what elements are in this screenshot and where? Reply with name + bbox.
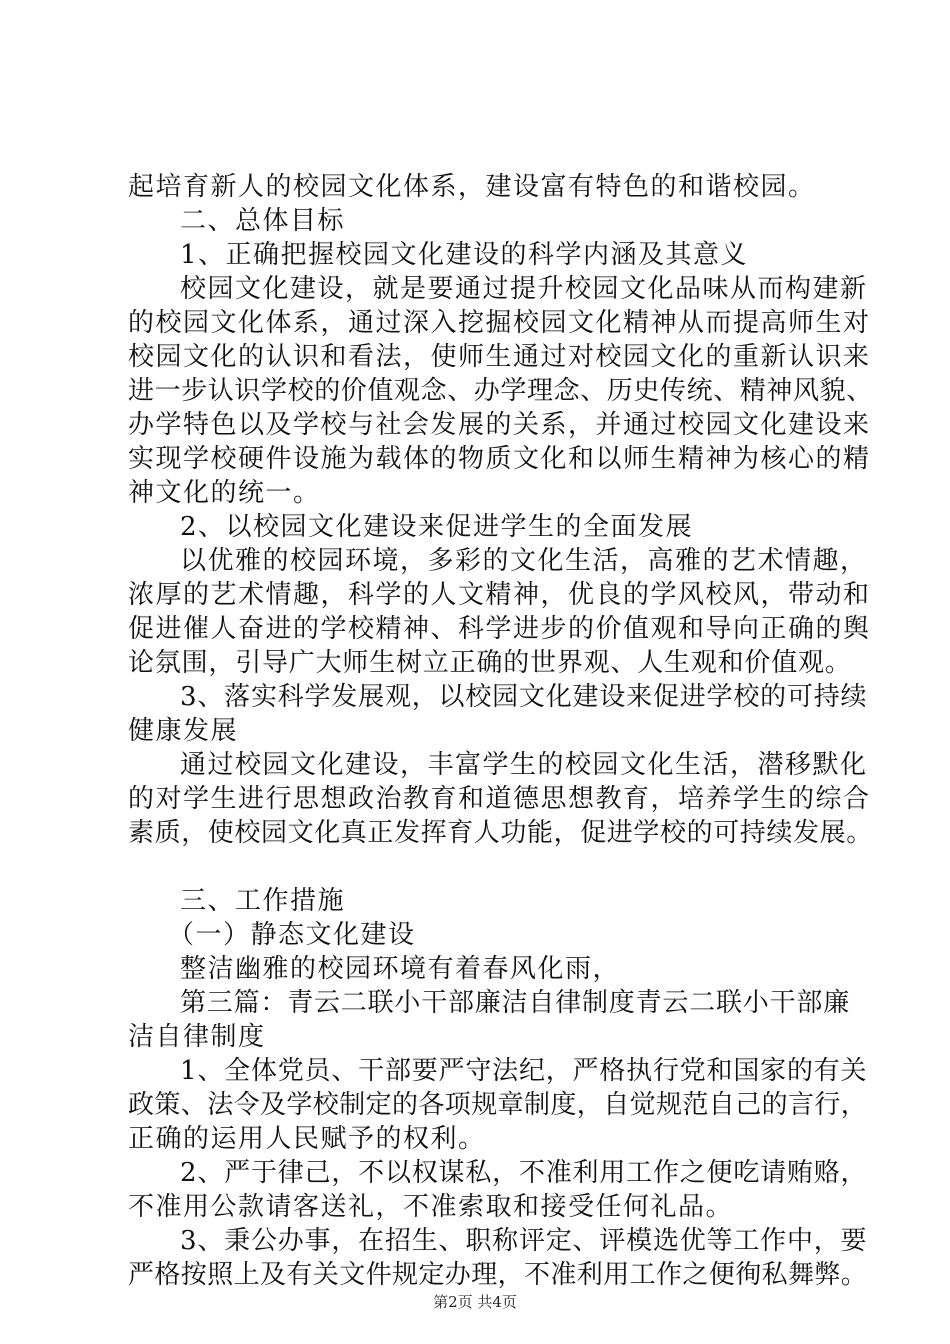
paragraph-line: 素质，使校园文化真正发挥育人功能，促进学校的可持续发展。 bbox=[128, 818, 873, 848]
chapter-title: 洁自律制度 bbox=[128, 1022, 266, 1052]
subsection-heading: 1、正确把握校园文化建设的科学内涵及其意义 bbox=[180, 240, 749, 270]
paragraph-line: 起培育新人的校园文化体系，建设富有特色的和谐校园。 bbox=[128, 172, 816, 202]
paragraph-line: 3、秉公办事，在招生、职称评定、评模选优等工作中，要 bbox=[180, 1226, 868, 1256]
subsection-heading: 2、以校园文化建设来促进学生的全面发展 bbox=[180, 512, 694, 542]
subsection-heading: （一）静态文化建设 bbox=[168, 920, 416, 950]
paragraph-line: 正确的运用人民赋予的权利。 bbox=[128, 1124, 486, 1154]
paragraph-line: 2、严于律己，不以权谋私，不准利用工作之便吃请贿赂， bbox=[180, 1158, 868, 1188]
paragraph-line: 进一步认识学校的价值观念、办学理念、历史传统、精神风貌、 bbox=[128, 376, 873, 406]
page-number: 第2页 共4页 bbox=[433, 1293, 517, 1311]
paragraph-line: 校园文化的认识和看法，使师生通过对校园文化的重新认识来 bbox=[128, 342, 871, 372]
paragraph-line: 健康发展 bbox=[128, 716, 239, 746]
paragraph-line: 严格按照上及有关文件规定办理，不准利用工作之便徇私舞弊。 bbox=[128, 1260, 868, 1290]
paragraph-line: 促进催人奋进的学校精神、科学进步的价值观和导向正确的舆 bbox=[128, 614, 871, 644]
paragraph-line: 1、全体党员、干部要严守法纪，严格执行党和国家的有关 bbox=[180, 1056, 868, 1086]
paragraph-line: 政策、法令及学校制定的各项规章制度，自觉规范自己的言行， bbox=[128, 1090, 868, 1120]
subsection-heading: 3、落实科学发展观，以校园文化建设来促进学校的可持续 bbox=[180, 682, 868, 712]
section-heading: 三、工作措施 bbox=[180, 886, 346, 916]
section-heading: 二、总体目标 bbox=[180, 206, 346, 236]
paragraph-line: 论氛围，引导广大师生树立正确的世界观、人生观和价值观。 bbox=[128, 648, 852, 678]
paragraph-line: 通过校园文化建设，丰富学生的校园文化生活，潜移默化 bbox=[180, 750, 868, 780]
paragraph-line: 浓厚的艺术情趣，科学的人文精神，优良的学风校风，带动和 bbox=[128, 580, 871, 610]
paragraph-line: 神文化的统一。 bbox=[128, 478, 321, 508]
paragraph-line: 办学特色以及学校与社会发展的关系，并通过校园文化建设来 bbox=[128, 410, 871, 440]
chapter-title: 第三篇：青云二联小干部廉洁自律制度青云二联小干部廉 bbox=[180, 988, 851, 1018]
paragraph-line: 整洁幽雅的校园环境有着春风化雨， bbox=[180, 954, 621, 984]
paragraph-line: 以优雅的校园环境，多彩的文化生活，高雅的艺术情趣， bbox=[180, 546, 868, 576]
paragraph-line: 的对学生进行思想政治教育和道德思想教育，培养学生的综合 bbox=[128, 784, 871, 814]
paragraph-line: 的校园文化体系，通过深入挖掘校园文化精神从而提高师生对 bbox=[128, 308, 871, 338]
paragraph-line: 校园文化建设，就是要通过提升校园文化品味从而构建新 bbox=[180, 274, 868, 304]
paragraph-line: 不准用公款请客送礼，不准索取和接受任何礼品。 bbox=[128, 1192, 734, 1222]
paragraph-line: 实现学校硬件设施为载体的物质文化和以师生精神为核心的精 bbox=[128, 444, 871, 474]
